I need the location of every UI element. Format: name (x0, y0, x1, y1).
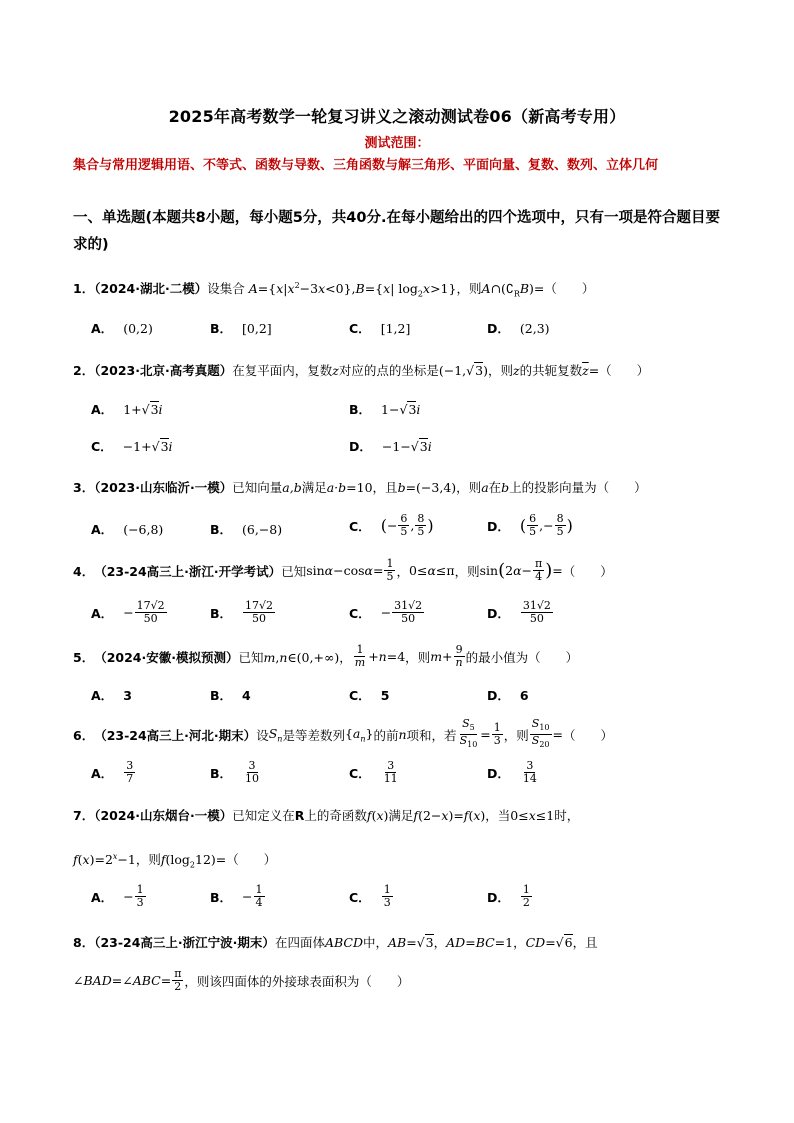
q6-option-d[interactable]: D． $\frac{3}{14}$ (487, 759, 537, 785)
q1-option-c[interactable]: C． [1,2] (349, 320, 411, 336)
q4-option-d[interactable]: D． $\frac{31√2}{50}$ (487, 599, 551, 625)
question-5: 5． （2024·安徽·模拟预测） 已知 m,n∈(0,+∞)， $\frac{1}{m}$ +n=4 ，则 m+ $\frac{9}{n}$ 的最小值为（ ） (73, 643, 579, 669)
q1-option-d[interactable]: D． (2,3) (487, 320, 550, 336)
question-4: 4． （23-24高三上·浙江·开学考试） 已知 sinα−cosα= $\frac{1}{5}$ ， 0≤α≤π ，则 sin ( 2α− $\frac{\pi}{4}$ ) = （ ） (73, 557, 613, 583)
q1-option-a[interactable]: A． (0,2) (91, 320, 153, 336)
q3-option-c[interactable]: C． ( − $\frac{6}{5}$ , $\frac{8}{5}$ ) (349, 512, 434, 538)
question-8-line-2: ∠BAD=∠ABC= $\frac{\pi}{2}$ ，则该四面体的外接球表面积为（ ） (73, 967, 410, 993)
test-range-text: 集合与常用逻辑用语、不等式、函数与导数、三角函数与解三角形、平面向量、复数、数列、立体几何 (73, 158, 659, 173)
q6-option-a[interactable]: A． $\frac{3}{7}$ (91, 759, 134, 785)
question-7-line-2: $f(x)=2^x-1$，则$f(\log_212)=$（ ） (73, 852, 277, 870)
q4-option-a[interactable]: A． − $\frac{17√2}{50}$ (91, 599, 165, 625)
question-6: 6． （23-24高三上·河北·期末） 设 $S_n$ 是等差数列 $\{a_n\}$ 的前 n 项和，若 $\frac{S_5}{S_{10}}$ = $\frac{1}{3}$ ，则 $\frac{S_{10}}{S_{20}}$ = （ ） (73, 717, 614, 750)
q2-option-c[interactable]: C． −1+√3i (91, 438, 173, 454)
q2-option-d[interactable]: D． −1−√3i (349, 438, 432, 454)
q4-option-b[interactable]: B． $\frac{17√2}{50}$ (210, 599, 274, 625)
question-7: 7．（2024·山东烟台·一模）已知定义在R上的奇函数f(x)满足f(2−x)=f(x)，当0≤x≤1时， (73, 808, 580, 823)
q7-option-a[interactable]: A． − $\frac{1}{3}$ (91, 883, 144, 909)
question-3: 3．（2023·山东临沂·一模）已知向量a,b满足a·b=10，且b=(−3,4)，则a在b上的投影向量为（ ） (73, 480, 647, 495)
q2-option-a[interactable]: A． 1+√3i (91, 401, 163, 417)
question-1: 1．（2024·湖北·二模）设集合 $A=\{x|x^2-3x<0\},B=\{x|$ $\log_2x>1$}，则$A\cap(∁_RB)=$（ ） (73, 281, 595, 299)
q2-option-b[interactable]: B． 1−√3i (349, 401, 421, 417)
q3-option-b[interactable]: B． (6,−8) (210, 521, 283, 537)
q7-option-b[interactable]: B． − $\frac{1}{4}$ (210, 883, 263, 909)
q3-option-d[interactable]: D． ( $\frac{6}{5}$ ,− $\frac{8}{5}$ ) (487, 512, 573, 538)
q7-option-c[interactable]: C． $\frac{1}{3}$ (349, 883, 391, 909)
q4-option-c[interactable]: C． − $\frac{31√2}{50}$ (349, 599, 423, 625)
q5-option-d[interactable]: D． 6 (487, 687, 529, 703)
q5-option-c[interactable]: C． 5 (349, 687, 390, 703)
q6-option-b[interactable]: B． $\frac{3}{10}$ (210, 759, 260, 785)
q1-option-b[interactable]: B． [0,2] (210, 320, 272, 336)
test-range-label: 测试范围： (364, 136, 430, 151)
page-title: 2025年高考数学一轮复习讲义之滚动测试卷06（新高考专用） (168, 107, 626, 126)
section-heading: 一、单选题(本题共8小题，每小题5分，共40分.在每小题给出的四个选项中，只有一项是符合题目要求的) (73, 210, 720, 253)
question-8: 8．（23-24高三上·浙江宁波·期末）在四面体ABCD中，AB=√3，AD=BC=1，CD=√6，且 (73, 935, 598, 950)
question-2: 2．（2023·北京·高考真题）在复平面内，复数z对应的点的坐标是(−1,√3)，则z的共轭复数$\overline{z}=$（ ） (73, 363, 650, 378)
q6-option-c[interactable]: C． $\frac{3}{11}$ (349, 759, 398, 785)
q3-option-a[interactable]: A． (−6,8) (91, 521, 164, 537)
q5-option-a[interactable]: A． 3 (91, 687, 132, 703)
q5-option-b[interactable]: B． 4 (210, 687, 251, 703)
q7-option-d[interactable]: D． $\frac{1}{2}$ (487, 883, 530, 909)
